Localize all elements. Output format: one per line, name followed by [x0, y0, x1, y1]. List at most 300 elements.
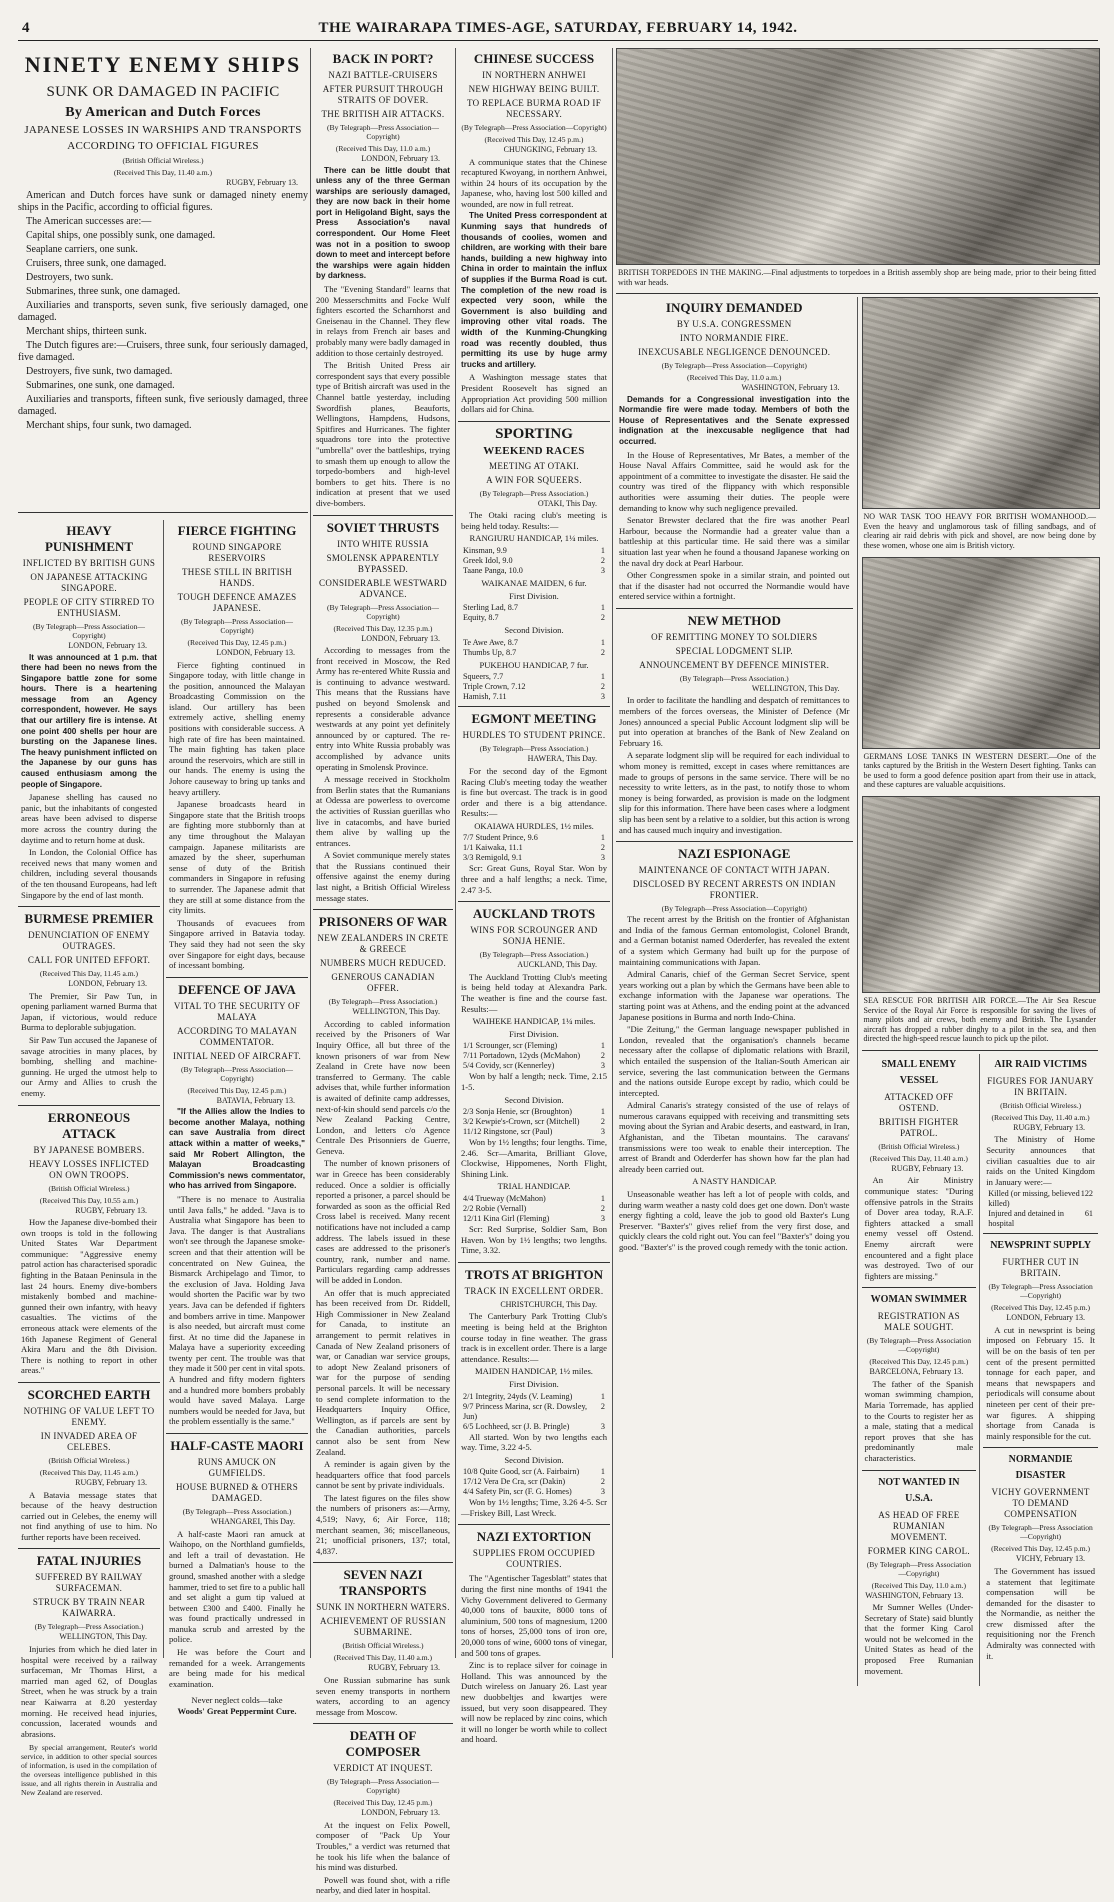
ad-line: Never neglect colds—take	[191, 1695, 283, 1706]
subhead: CONSIDERABLE WESTWARD ADVANCE.	[319, 577, 447, 599]
paragraph: It was announced at 1 p.m. that there had been no news from the Singapore battle zone for some hours. There is a heartening message from an Agency correspondent, however. He says that our artillery fire is intense. At one point 400 shells per hour are bursting on the Japanese lines. The heavy punishment inflicted on the Japanese by our guns has caused enthusiasm among the people of Singapore.	[21, 652, 157, 789]
result-name: 7/11 Portadown, 12yds (McMahon)	[463, 1051, 581, 1061]
result-row	[463, 638, 605, 648]
subhead: VERDICT AT INQUEST.	[333, 1763, 433, 1774]
race-title: PUKEHOU HANDICAP, 7 fur.	[479, 659, 589, 670]
dateline: RUGBY, February 13.	[75, 1478, 147, 1487]
subhead: ACHIEVEMENT OF RUSSIAN SUBMARINE.	[320, 1616, 446, 1638]
paragraph: According to messages from the front received in Moscow, the Red Army has re-entered White Russia and is continuing to advance westward. This means that the Russians have pushed on beyond Smolensk and represents a considerable advance westwards at any point yet definitely announced by or captured. The re-entry into White Russia probably was accomplished by advance units operating in Smolensk Province.	[316, 645, 450, 772]
dateline: LONDON, February 13.	[361, 154, 440, 163]
subhead: INEXCUSABLE NEGLIGENCE DENOUNCED.	[638, 347, 831, 358]
result-place: 1	[600, 603, 605, 613]
result-name: 11/12 Ringstone, scr (Paul)	[463, 1127, 553, 1137]
section-divider	[18, 512, 308, 513]
column-rule	[455, 48, 456, 1658]
credit-line: (British Official Wireless.)	[342, 1641, 424, 1651]
result-name: Hamish, 7.11	[463, 692, 507, 702]
paragraph: A half-caste Maori ran amuck at Waihopo, on the Northland gumfields, and left a trail of devastation. He burned a Dalmatian's house to the ground, smashed another with a sledge hammer, tried to set fire to a public hall and set alight a gum tip valued at between £300 and £400. Finally he was found practically undressed in manuka scrub and arrested by the police.	[169, 1528, 305, 1645]
result-name: 3/2 Kewpie's-Crown, scr (Mitchell)	[463, 1117, 580, 1127]
credit-line: (British Official Wireless.)	[878, 1141, 960, 1151]
story-death-of-composer	[313, 1728, 453, 1902]
paragraph: Fierce fighting continued in Singapore today, with little change in the position, announced the Malayan Broadcasting Commission on the island. Our artillery has been extremely active, shelling enemy positions with considerable success. A high rate of fire has been maintained. The main fighting has taken place around the reservoirs, which are still in our hands. The enemy is using the Johore causeway to bring up tanks and heavy artillery.	[169, 659, 305, 797]
story-scorched-earth	[18, 1387, 160, 1549]
result-place: 1	[600, 833, 605, 843]
result-row	[463, 648, 605, 658]
dateline: OTAKI, This Day.	[537, 498, 597, 508]
lead-line: Capital ships, one possibly sunk, one damaged.	[26, 229, 216, 241]
column-3	[458, 48, 610, 1745]
subhead: BY U.S.A. CONGRESSMEN	[676, 319, 792, 330]
story-air-raid-victims	[983, 1057, 1098, 1234]
credit-line: (By Telegraph—Press Association—Copyright)	[327, 1777, 439, 1796]
received-line: (Received This Day, 12.45 p.m.)	[333, 1798, 433, 1808]
result-row	[463, 1117, 605, 1127]
subhead: DENUNCIATION OF ENEMY OUTRAGES.	[28, 930, 150, 952]
dateline: LONDON, February 13.	[68, 641, 147, 650]
credit-line: (By Telegraph—Press Association—Copyright)	[181, 617, 293, 635]
paragraph: A message received in Stockholm from Berlin states that the Rumanians at Odessa are powerless to overcome the activities of Russian guerillas who live in catacombs, and have buried them alive by walling up the entrances.	[316, 774, 450, 848]
paragraph: "If the Allies allow the Indies to become another Malaya, nothing can save Australia from direct attack within a matter of weeks," said Mr Robert Allington, the Malayan Broadcasting Commission's news commentator, who has arrived from Singapore.	[169, 1107, 305, 1191]
subhead: FURTHER CUT IN BRITAIN.	[1002, 1257, 1079, 1279]
subhead: ON JAPANESE ATTACKING SINGAPORE.	[30, 572, 148, 593]
column-rule	[612, 48, 613, 1658]
result-name: 2/3 Sonja Henie, scr (Broughton)	[463, 1107, 572, 1117]
subhead: ANNOUNCEMENT BY DEFENCE MINISTER.	[639, 659, 830, 670]
result-place: 1	[600, 546, 605, 556]
result-row	[463, 1041, 605, 1051]
paragraph: Demands for a Congressional investigation into the Normandie fire were made today. Members of both the House of Representatives and the Senate expressed indignation at the inexcusable negligence that had occurred.	[619, 394, 850, 447]
paragraph: Zinc is to replace silver for coinage in Holland. This was announced by the Dutch wireless on January 26. Last year new duobbeltjes and kwartjes were issued, but very soon disappeared. They will now be replaced by zinc coins, which it will no longer be worth while to collect and hoard.	[461, 1660, 607, 1745]
result-place: 3	[600, 566, 605, 576]
race-results	[461, 546, 607, 576]
subhead: TOUGH DEFENCE AMAZES JAPANESE.	[177, 592, 297, 613]
dateline: RUGBY, February 13.	[368, 1663, 440, 1673]
credit-line: (By Telegraph—Press Association—Copyright)	[181, 1064, 293, 1083]
race-note: Scr: Red Surprise, Soldier Sam, Bon Haven. Won by 1½ lengths; two lengths. Time, 3.32.	[461, 1224, 607, 1256]
lead-line: Submarines, one sunk, one damaged.	[26, 379, 175, 391]
result-name: Kinsman, 9.9	[463, 546, 507, 556]
lead-line: Destroyers, two sunk.	[26, 271, 114, 283]
result-row	[463, 833, 605, 843]
race-results	[461, 1041, 607, 1071]
paragraph: Admiral Canaris's strategy consisted of the use of relays of numerous caravans equipped with receiving and transmitting sets moving about the Syrian and Arabic deserts, and eastward, in Iran, Afghanistan, and the Tibetan mountains. The caravans' transmissions were too weak to enable their interception. The arrest of Brandt and Oderderfer has shown how far the plan had already been carried out.	[619, 1100, 850, 1174]
page-number: 4	[22, 20, 30, 36]
dateline: WHANGAREI, This Day.	[210, 1517, 295, 1527]
received-line: (Received This Day, 11.40 a.m.)	[869, 1153, 968, 1163]
subhead: VITAL TO THE SECURITY OF MALAYA	[173, 1000, 301, 1022]
paragraph: At the inquest on Felix Powell, composer of "Pack Up Your Troubles," a verdict was returned that he took his life when the balance of his mind was disturbed.	[316, 1819, 450, 1873]
paragraph: Other Congressmen spoke in a similar strain, and pointed out that if the disaster had not occurred the Normandie would have entered service within a fortnight.	[619, 570, 850, 602]
subhead: BY JAPANESE BOMBERS.	[33, 1144, 145, 1155]
column-1a	[18, 520, 160, 1798]
division-label: First Division.	[509, 1378, 559, 1389]
result-name: 1/1 Kaiwaka, 11.1	[463, 843, 523, 853]
result-row	[463, 566, 605, 576]
headline: NORMANDIE DISASTER	[1008, 1454, 1073, 1482]
received-line: (Received This Day, 11.0 a.m.)	[871, 1580, 967, 1590]
result-row	[463, 1051, 605, 1061]
received-line: (Received This Day, 11.45 a.m.)	[39, 1468, 139, 1477]
subhead: TRACK IN EXCELLENT ORDER.	[464, 1285, 604, 1296]
paragraph: The recent arrest by the British on the frontier of Afghanistan and India of the famous German entomologist, Colonel Brandt, and a German botanist named Oderderfer, has revealed the extent of a system which Germany had built up for the purpose of maintaining communications with Japan.	[619, 914, 850, 967]
photo-captured-tank	[862, 557, 1101, 749]
subhead: OF REMITTING MONEY TO SOLDIERS	[651, 631, 818, 642]
paragraph: In order to facilitate the handling and despatch of remittances to members of the forces overseas, the Minister of Defence (Mr Jones) announced a special Public Account lodgment slip will be put into operation at branches of the Bank of New Zealand on February 16.	[619, 695, 850, 748]
division-label: Second Division.	[504, 1454, 564, 1465]
headline: FIERCE FIGHTING	[177, 523, 297, 538]
result-name: 7/7 Student Prince, 9.6	[463, 833, 538, 843]
story-nazi-espionage	[616, 846, 853, 1258]
subhead: TO REPLACE BURMA ROAD IF NECESSARY.	[466, 98, 602, 119]
lead-sub3: JAPANESE LOSSES IN WARSHIPS AND TRANSPORTS	[24, 124, 302, 136]
dateline: CHUNGKING, February 13.	[503, 145, 597, 154]
subhead: IN NORTHERN ANHWEI	[482, 70, 586, 80]
race-note: Won by 1½ lengths; four lengths. Time, 2.46. Scr—Amarita, Brilliant Glove, Clockwise, Hippomenes, North Flight, Shining Link.	[461, 1137, 607, 1179]
result-place: 3	[600, 692, 605, 702]
race-note: All started. Won by two lengths each way. Time, 3.22 4-5.	[461, 1431, 607, 1453]
paragraph: The Government has issued a statement that legitimate compensation will be demanded for the disaster to the Normandie, as neither the crew dismissed after the requisitioning nor the French Admiralty was connected with it.	[986, 1565, 1095, 1661]
story-newsprint-supply	[983, 1238, 1098, 1448]
lead-story	[18, 48, 308, 518]
paragraph: The latest figures on the files show the numbers of prisoners as:—Army, 4,519; Navy, 6; Air Force, 118; merchant seamen, 36; miscellaneous, 21; unofficial prisoners, 137; total, 4,837.	[316, 1492, 450, 1556]
story-auckland-trots	[458, 906, 610, 1263]
subhead: HEAVY LOSSES INFLICTED ON OWN TROOPS.	[28, 1158, 150, 1180]
paragraph: An offer that is much appreciated has been received from Dr. Riddell, High Commissioner in New Zealand for Canada, to institute an arrangement to permit relatives in Canada of New Zealand prisoners of war, or Canadian war service groups, to adopt New Zealand prisoners of war for the purpose of sending personal parcels. It will be necessary to send complete information to the Headquarters Inquiry Office, Wellington, as if parcels are sent by the Canadian authorities, parcels cannot also be sent from New Zealand.	[316, 1287, 450, 1457]
story-egmont-meeting	[458, 711, 610, 902]
dateline: RUGBY, February 13.	[75, 1205, 147, 1215]
subhead: THE BRITISH AIR ATTACKS.	[321, 109, 445, 119]
paragraph: Injuries from which he died later in hospital were received by a railway surfaceman, Mr Thomas Hirst, a married man aged 62, of Douglas Street, when he was struck by a train near Kaiwarra at 8.20 yesterday morning. He received head injuries, concussion, lacerated wounds and abrasions.	[21, 1643, 157, 1739]
subhead: SUPPLIES FROM OCCUPIED COUNTRIES.	[472, 1548, 596, 1570]
story-not-wanted	[862, 1475, 977, 1683]
dateline: VICHY, February 13.	[1015, 1554, 1085, 1564]
received-line: (Received This Day, 10.55 a.m.)	[39, 1195, 139, 1205]
result-place: 122	[1080, 1189, 1093, 1199]
result-place: 3	[600, 1487, 605, 1497]
dateline: RUGBY, February 13.	[891, 1163, 964, 1173]
subhead: IN INVADED AREA OF CELEBES.	[40, 1431, 138, 1452]
lead-intro: American and Dutch forces have sunk or damaged ninety enemy ships in the Pacific, according to official figures.	[18, 189, 308, 213]
result-row	[463, 843, 605, 853]
subhead: NAZI BATTLE-CRUISERS	[328, 70, 438, 80]
story-nazi-extortion	[458, 1529, 610, 1751]
paragraph: A reminder is again given by the headquarters office that food parcels cannot be sent by private individuals.	[316, 1459, 450, 1491]
result-row	[463, 672, 605, 682]
result-row	[463, 546, 605, 556]
paragraph: In London, the Colonial Office has received news that many women and children, including several thousands of the ten thousand Europeans, had left Singapore by the end of last month.	[21, 847, 157, 900]
result-place: 1	[600, 1467, 605, 1477]
col4-right	[858, 297, 1099, 1686]
race-title: WAIKANAE MAIDEN, 6 fur.	[481, 578, 587, 589]
subhead: HURDLES TO STUDENT PRINCE.	[462, 730, 606, 741]
dateline: WELLINGTON, This Day.	[59, 1632, 147, 1642]
paragraph: For the second day of the Egmont Racing Club's meeting today the weather is fine but overcast. The track is in good order and there is a big attendance. Results:—	[461, 765, 607, 819]
story-chinese-success	[458, 51, 610, 422]
result-name: 5/4 Covidy, scr (Kennerley)	[463, 1061, 555, 1071]
paragraph: The United Press correspondent at Kunming says that hundreds of thousands of coolies, women and children, are working with their bare hands, building a new highway into China in order to maintain the influx of supplies if the Burma Road is cut. The completion of the new road is expected very soon, while the Government is also building and improving other vital roads. The width of the Kunming-Chungking road was recently doubled, thus permitting its use by huge army trucks and artillery.	[461, 211, 607, 369]
newspaper-title: THE WAIRARAPA TIMES-AGE, SATURDAY, FEBRUARY 14, 1942.	[318, 20, 798, 36]
subhead: NEW HIGHWAY BEING BUILT.	[468, 84, 600, 94]
result-row	[988, 1209, 1093, 1229]
paragraph: The Ministry of Home Security announces that civilian casualties due to air raids on the United Kingdom in January were:—	[986, 1134, 1095, 1187]
credit-line: (By Telegraph—Press Association—Copyright)	[988, 1523, 1093, 1542]
row-small-stories	[862, 1054, 1099, 1686]
result-place: 2	[600, 1117, 605, 1127]
paragraph: The "Evening Standard" learns that 200 Messerschmitts and Focke Wulf fighters escorted the Scharnhorst and Gneisenau in the Channel. They flew in relays from French air bases and probably many were badly damaged in addition to those certainly destroyed.	[316, 284, 450, 358]
subhead: PEOPLE OF CITY STIRRED TO ENTHUSIASM.	[23, 597, 155, 618]
result-name: Sterling Lad, 8.7	[463, 603, 519, 613]
received-line: (Received This Day, 11.40 a.m.)	[991, 1112, 1090, 1122]
result-row	[463, 1477, 605, 1487]
result-name: 2/2 Robie (Vernall)	[463, 1204, 527, 1214]
paragraph: Sir Paw Tun accused the Japanese of savage atrocities in many places, by bombing, shelling and machine-gunning. He urged the utmost help to our Army and Allies to crush the enemy.	[21, 1035, 157, 1098]
lead-lines	[18, 216, 308, 432]
result-place: 2	[600, 682, 605, 692]
result-name: 2/1 Integrity, 24yds (V. Leaming)	[463, 1391, 573, 1401]
paragraph: A separate lodgment slip will be required for each individual to whom money is remitted, except in cases where remittances are made to groups of persons in the same service. There will be no necessity to write letters, as in the past, to notify those to whom money is being forwarded, as provision is made on the lodgment slip for this information. There have been cases where a lodgment slip has been sent by a relative to a soldier, but this action is wrong and has caused much inquiry and investigation.	[619, 750, 850, 835]
race-note: Won by 1½ lengths; Time, 3.26 4-5. Scr—Friskey Bill, Last Wreck.	[461, 1497, 607, 1518]
subhead: INITIAL NEED OF AIRCRAFT.	[173, 1050, 301, 1061]
lead-line: Submarines, three sunk, one damaged.	[26, 285, 181, 297]
story-new-method	[616, 613, 853, 842]
race-results	[461, 833, 607, 863]
result-name: 17/12 Vera De Cra, scr (Dakin)	[463, 1477, 566, 1487]
received-line: (Received This Day, 12.45 p.m.)	[484, 135, 584, 144]
result-row	[463, 1061, 605, 1071]
headline: NEW METHOD	[687, 612, 781, 628]
subhead: ROUND SINGAPORE RESERVOIRS	[192, 542, 282, 563]
dateline: CHRISTCHURCH, This Day.	[500, 1299, 597, 1309]
result-row	[988, 1189, 1093, 1209]
subhead: ACCORDING TO MALAYAN COMMENTATOR.	[177, 1025, 297, 1047]
advertisement	[169, 1695, 305, 1716]
paragraph: A Soviet communique merely states that the Russians continued their offensive against the enemy during last night, a British Official Wireless message states.	[316, 850, 450, 903]
dateline: LONDON, February 13.	[68, 979, 147, 989]
division-label: Second Division.	[504, 625, 564, 636]
division-label: First Division.	[509, 590, 559, 601]
division-label: Second Division.	[504, 1094, 564, 1105]
story-sporting	[458, 426, 610, 708]
paragraph: Mr Sumner Welles (Under-Secretary of State) said bluntly that the former King Carol would not be welcomed in the United States as head of the proposed Free Rumanian movement.	[864, 1602, 974, 1676]
result-name: Squeers, 7.7	[463, 672, 504, 682]
received-line: (Received This Day, 12.45 p.m.)	[991, 1544, 1091, 1554]
result-row	[463, 1127, 605, 1137]
lead-line: Destroyers, five sunk, two damaged.	[26, 365, 173, 377]
credit-line: (By Telegraph—Press Association.)	[479, 950, 589, 960]
race-title: TRIAL HANDICAP.	[497, 1181, 571, 1192]
story-erroneous-attack	[18, 1110, 160, 1383]
small-col-right	[980, 1054, 1098, 1686]
photo-sea-rescue	[862, 796, 1101, 993]
paragraph: A cut in newsprint is being imposed on February 15. It will be on the basis of ten per cent of the present permitted tonnage for each paper, and means that newspapers and periodicals will consume about nineteen per cent of their pre-war figures. A shipping shortage from Canada is mainly responsible for the cut.	[986, 1324, 1095, 1441]
dateline: WASHINGTON, February 13.	[865, 1590, 964, 1600]
section-divider	[616, 293, 1098, 294]
result-name: Te Awe Awe, 8.7	[463, 637, 518, 647]
subhead: RUNS AMUCK ON GUMFIELDS.	[197, 1457, 277, 1479]
paragraph: The British United Press air correspondent says that every possible type of British aircraft was used in the Channel battle yesterday, including Swordfish planes, Beauforts, Wellingtons, Hampdens, Hudsons, Spitfires and Hurricanes. The fighter squadrons tore into the protective "umbrella" over the battleships, trying to smash them up enough to allow the torpedo-bombers and high-level bombers to get hits. There is no indication at present that we used dive-bombers.	[316, 360, 450, 508]
headline: NAZI ESPIONAGE	[678, 846, 791, 862]
result-place: 3	[600, 1214, 605, 1224]
division-label: First Division.	[509, 1028, 559, 1039]
subhead: NUMBERS MUCH REDUCED.	[319, 958, 447, 969]
result-row	[463, 1194, 605, 1204]
subhead: STRUCK BY TRAIN NEAR KAIWARRA.	[32, 1597, 146, 1619]
result-row	[463, 1392, 605, 1402]
headline: FATAL INJURIES	[36, 1553, 142, 1569]
race-results	[461, 672, 607, 702]
dateline: BATAVIA, February 13.	[216, 1095, 295, 1105]
dateline: AUCKLAND, This Day.	[517, 960, 597, 970]
received-line: (Received This Day, 11.40 a.m.)	[113, 168, 213, 177]
result-name: 1/1 Scrounger, scr (Fleming)	[463, 1041, 558, 1051]
result-name: 6/5 Lochheed, scr (J. B. Pringle)	[463, 1421, 570, 1431]
result-place: 3	[600, 1061, 605, 1071]
result-row	[463, 1204, 605, 1214]
result-name: 4/4 Safety Pin, scr (F. G. Homes)	[463, 1487, 572, 1497]
story-back-in-port	[313, 51, 453, 516]
story-burmese-premier	[18, 911, 160, 1105]
subhead: SPECIAL LODGMENT SLIP.	[675, 645, 793, 656]
result-row	[463, 613, 605, 623]
subhead: WEEKEND RACES	[483, 444, 585, 457]
received-line: (Received This Day, 11.40 a.m.)	[333, 1653, 433, 1663]
paragraph: The number of known prisoners of war in Greece has been considerably reduced. Once a soldier is officially reported a prisoner, a parcel should be forwarded as soon as the official Red Cross label is received. Many recent notifications have not included a camp address. The labels issued in these cases are addressed to the prisoner's country, rank, number and name. Particulars regarding camp addresses will be added in London.	[316, 1158, 450, 1285]
column-rule	[163, 520, 164, 1658]
story-fierce-fighting	[166, 523, 308, 978]
story-woman-swimmer	[862, 1292, 977, 1470]
paragraph: Powell was found shot, with a rifle nearby, and died later in hospital.	[316, 1874, 450, 1896]
paragraph: Thousands of evacuees from Singapore arrived in Batavia today. They said they had not seen the sky over Singapore for eight days, because of incessant bombing.	[169, 917, 305, 971]
paragraph: Admiral Canaris, chief of the German Secret Service, spent years working out a plan by which the Germans have been able to exchange information with the Japanese war operations. The starting point was at Athens, and the ending point at the advanced Japanese positions in Burma and north Indo-China.	[619, 969, 850, 1022]
result-place: 1	[600, 637, 605, 647]
result-name: 12/11 Kina Girl (Fleming)	[463, 1214, 550, 1224]
paragraph: The "Agentischer Tagesblatt" states that during the first nine months of 1941 the Vichy Government delivered to Germany 40,000 tons of bauxite, 8000 tons of aluminium, 500 tons of magnesium, 1200 tons of horses, 25,000 tons of iron ore, 20,000 tons of wine, 6000 tons of vinegar, and 500 tons of grapes.	[461, 1573, 607, 1658]
paragraph: The Auckland Trotting Club's meeting is being held today at Alexandra Park. The weather is fine and the course fast. Results:—	[461, 971, 607, 1014]
result-place: 2	[600, 556, 605, 566]
result-place: 2	[600, 1204, 605, 1214]
subhead: AFTER PURSUIT THROUGH STRAITS OF DOVER.	[322, 84, 444, 105]
result-row	[463, 556, 605, 566]
credit-line: (By Telegraph—Press Association—Copyright)	[661, 361, 807, 371]
result-row	[463, 1402, 605, 1422]
result-name: 10/8 Quite Good, scr (A. Fairbairn)	[463, 1467, 580, 1477]
paragraph: He was before the Court and remanded for a week. Arrangements are being made for his medical examination.	[169, 1647, 305, 1689]
race-title: WAIHEKE HANDICAP, 1¼ miles.	[472, 1016, 596, 1027]
photo-caption: SEA RESCUE FOR BRITISH AIR FORCE.—The Air Sea Rescue Service of the Royal Air Force is responsible for saving the lives of many pilots and air crews, both enemy and British. The Lysander aircraft has dropped a rubber dinghy to a pilot in the sea, and then directed the high-speed rescue launch to pick up the pilot.	[863, 995, 1096, 1044]
story-heavy-punishment	[18, 523, 160, 907]
subhead: CALL FOR UNITED EFFORT.	[27, 955, 151, 966]
column-rule	[310, 48, 311, 1658]
paragraph: In the House of Representatives, Mr Bates, a member of the House Naval Affairs Committee, said he would ask for the appointment of a committee to investigate the disaster. He said the country was tired of the flippancy with which responsible authorities were assuming their duties. The people were demanding to know why such negligence prevailed.	[619, 449, 850, 513]
dateline: BARCELONA, February 13.	[869, 1367, 964, 1377]
paragraph: Unseasonable weather has left a lot of people with colds, and during warm weather a nasty cold does get one down. Don't waste energy fighting a cold, leave the job to good old Baxter's Lung Preserver. "Baxter's" gives relief from the very first dose, and quickly clears the cold right out. You can feel "Baxter's" doing you good. "Baxter's" is the proved cough remedy with the tonic action.	[619, 1189, 850, 1252]
race-title: RANGIURU HANDICAP, 1¼ miles.	[469, 533, 599, 544]
credit-line: (By Telegraph—Press Association.)	[182, 1507, 292, 1517]
received-line: (Received This Day, 11.0 a.m.)	[687, 373, 782, 383]
headline: HALF-CASTE MAORI	[170, 1438, 304, 1454]
lead-line: Auxiliaries and transports, seven sunk, five seriously damaged, one damaged.	[18, 299, 308, 323]
received-line: (Received This Day, 11.0 a.m.)	[335, 144, 431, 153]
paragraph: The Otaki racing club's meeting is being held today. Results:—	[461, 510, 607, 531]
subhead: DISCLOSED BY RECENT ARRESTS ON INDIAN FRONTIER.	[632, 879, 836, 901]
received-line: (Received This Day, 11.45 a.m.)	[39, 969, 139, 979]
race-results	[461, 1467, 607, 1497]
column-1b	[166, 520, 308, 1717]
subhead: HOUSE BURNED & OTHERS DAMAGED.	[175, 1482, 299, 1504]
paragraph: Japanese shelling has caused no panic, but the inhabitants of congested areas have been advised to disperse more across the country during the daytime and to return home at dusk.	[21, 792, 157, 845]
result-name: Greek Idol, 9.0	[463, 556, 513, 566]
photo-caption: BRITISH TORPEDOES IN THE MAKING.—Final adjustments to torpedoes in a British assembly shop are being made, prior to their being fitted with war heads.	[618, 268, 1096, 287]
paragraph: Japanese broadcasts heard in Singapore state that the British troops are fighting more stubbornly than at any time throughout the Malayan campaign. Japanese militarists are amazed by the sheer, superhuman sense of duty of the British commanders in Singapore in refusing to surrender. The Japanese admit that they are still at some distance from the city limits.	[169, 799, 305, 916]
race-results	[461, 603, 607, 623]
headline: NOT WANTED IN U.S.A.	[878, 1476, 960, 1504]
headline: AIR RAID VICTIMS	[994, 1058, 1087, 1070]
paragraph: The Premier, Sir Paw Tun, in opening parliament warned Burma that Japan, if victorious, would reduce Burma to deplorable subjugation.	[21, 990, 157, 1033]
credit-line: (By Telegraph—Press Association.)	[679, 673, 789, 683]
result-row	[463, 1422, 605, 1432]
result-name: Taane Panga, 10.0	[463, 566, 523, 576]
lead-sub4: ACCORDING TO OFFICIAL FIGURES	[67, 140, 259, 152]
result-name: Injured and detained in hospital	[988, 1209, 1064, 1229]
dateline: LONDON, February 13.	[216, 648, 295, 657]
subhead: A NASTY HANDICAP.	[692, 1176, 777, 1187]
subhead: BRITISH FIGHTER PATROL.	[878, 1116, 959, 1138]
headline: ERRONEOUS ATTACK	[47, 1109, 131, 1141]
lead-line: Seaplane carriers, one sunk.	[26, 243, 138, 255]
headline: BACK IN PORT?	[332, 51, 434, 66]
headline: SMALL ENEMY VESSEL	[881, 1058, 957, 1086]
credit-line: (By Telegraph—Press Association.)	[328, 997, 438, 1007]
subhead: VICHY GOVERNMENT TO DEMAND COMPENSATION	[991, 1487, 1090, 1520]
headline: SOVIET THRUSTS	[326, 519, 440, 535]
credit-line: (British Official Wireless.)	[1000, 1100, 1082, 1110]
small-col-left	[862, 1054, 981, 1686]
casualty-table	[986, 1189, 1095, 1229]
result-name: 4/4 Trueway (McMahon)	[463, 1194, 546, 1204]
ad-product: Woods' Great Peppermint Cure.	[177, 1706, 297, 1717]
column-4	[616, 48, 1098, 1676]
credit-line: (By Telegraph—Press Association.)	[34, 1622, 144, 1632]
credit-line: (By Telegraph—Press Association—Copyright)	[461, 123, 607, 132]
result-row	[463, 1214, 605, 1224]
paragraph: "Die Zeitung," the German language newspaper published in London, revealed that the organisation's channels became necessary after the collapse of diplomatic relations with Brazil, which entailed the suspension of the Italian-South American air service, severing the last communication between the Germans and the nations outside Europe except by radio, which could be intercepted.	[619, 1024, 850, 1098]
headline: AUCKLAND TROTS	[472, 906, 596, 922]
subhead: FORMER KING CAROL.	[867, 1545, 970, 1556]
headline: DEATH OF COMPOSER	[345, 1728, 421, 1760]
credit-line: (British Official Wireless.)	[122, 156, 204, 165]
result-place: 3	[600, 1421, 605, 1431]
result-name: Triple Crown, 7.12	[463, 682, 526, 692]
credit-line: (By Telegraph—Press Association—Copyright)	[327, 602, 439, 621]
subhead: A WIN FOR SQUEERS.	[486, 474, 582, 485]
result-place: 2	[600, 647, 605, 657]
dateline: RUGBY, February 13.	[226, 178, 298, 187]
subhead: AS HEAD OF FREE RUMANIAN MOVEMENT.	[878, 1509, 960, 1542]
subhead: SMOLENSK APPARENTLY BYPASSED.	[326, 552, 440, 574]
subhead: WINS FOR SCROUNGER AND SONJA HENIE.	[470, 925, 598, 947]
paragraph: A Batavia message states that because of the heavy destruction carried out in Celebes, the enemy will not find anything of use to him. No further reports have been received.	[21, 1489, 157, 1542]
result-row	[463, 692, 605, 702]
result-place: 3	[600, 1127, 605, 1137]
paragraph: An Air Ministry communique states: "During offensive patrols in the Straits of Dover area today, R.A.F. fighters attacked a small enemy vessel off Ostend. Enemy aircraft were encountered and a fight place was destroyed. Two of our fighters are missing."	[864, 1175, 974, 1281]
paragraph: How the Japanese dive-bombed their own troops is told in the following United States War Department communique: "Aggressive enemy patrol action has characterised sporadic fighting in the Bataan Peninsula in the last 24 hours. Enemy dive-bombers mistakenly bombed and machine-gunned their own infantry, with heavy casualties. The victims of the erroneous attack were elements of the 16th Japanese Regiment of General Akira Maru and the 8th Division. There is nothing to report in other areas."	[21, 1217, 157, 1376]
subhead: MEETING AT OTAKI.	[489, 460, 579, 471]
headline: SCORCHED EARTH	[27, 1387, 151, 1402]
headline: SPORTING	[495, 425, 573, 442]
story-normandie-disaster	[983, 1452, 1098, 1667]
dateline: WASHINGTON, February 13.	[741, 383, 840, 393]
dateline: WELLINGTON, This Day.	[751, 683, 840, 693]
